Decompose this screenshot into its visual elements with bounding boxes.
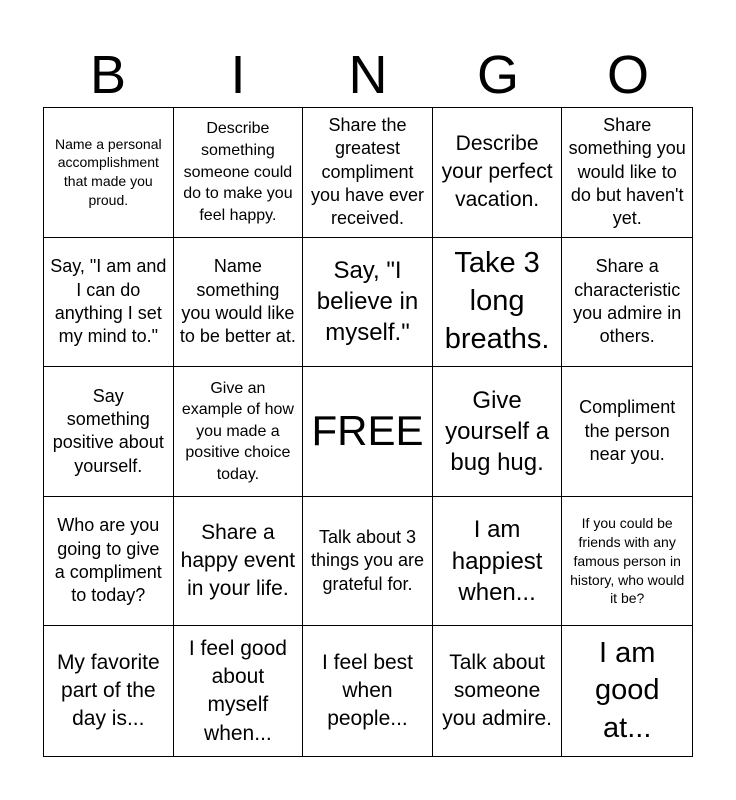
header-letter-g: G bbox=[476, 45, 519, 105]
cell-text: Describe something someone could do to make you feel happy. bbox=[183, 120, 293, 224]
bingo-header bbox=[43, 44, 693, 106]
cell-text: Share a happy event in your life. bbox=[180, 520, 296, 601]
bingo-cell-r2-c3[interactable] bbox=[303, 238, 433, 368]
cell-text: Name a personal accomplishment that made you proud. bbox=[54, 135, 162, 209]
bingo-cell-r1-c3[interactable] bbox=[303, 108, 433, 238]
header-letter-o: O bbox=[606, 45, 649, 105]
cell-text: I am good at... bbox=[594, 636, 660, 745]
cell-text: I feel best when people... bbox=[321, 650, 414, 731]
cell-text: Say, "I am and I can do anything I set my mind to." bbox=[50, 256, 167, 347]
bingo-cell-r3-c5[interactable] bbox=[562, 367, 692, 497]
bingo-cell-r5-c3[interactable] bbox=[303, 626, 433, 756]
cell-text: Say something positive about yourself. bbox=[52, 385, 164, 476]
bingo-cell-r5-c2[interactable] bbox=[174, 626, 304, 756]
cell-text: Who are you going to give a compliment to today? bbox=[54, 515, 162, 606]
cell-text: Name something you would like to be better at. bbox=[179, 256, 296, 347]
bingo-cell-r2-c5[interactable] bbox=[562, 238, 692, 368]
bingo-cell-r4-c3[interactable] bbox=[303, 497, 433, 627]
bingo-cell-r4-c2[interactable] bbox=[174, 497, 304, 627]
cell-text: Talk about 3 things you are grateful for. bbox=[310, 527, 425, 594]
bingo-cell-r1-c5[interactable] bbox=[562, 108, 692, 238]
cell-text: Say, "I believe in myself." bbox=[316, 257, 419, 347]
bingo-cell-r5-c4[interactable] bbox=[433, 626, 563, 756]
bingo-cell-r2-c1[interactable] bbox=[44, 238, 174, 368]
bingo-cell-r2-c4[interactable] bbox=[433, 238, 563, 368]
cell-text: Compliment the person near you. bbox=[579, 397, 676, 465]
bingo-cell-r2-c2[interactable] bbox=[174, 238, 304, 368]
bingo-cell-free[interactable] bbox=[303, 367, 433, 497]
cell-text: Share a characteristic you admire in others. bbox=[573, 256, 682, 347]
free-space-label: FREE bbox=[311, 407, 424, 455]
bingo-cell-r4-c4[interactable] bbox=[433, 497, 563, 627]
bingo-cell-r4-c5[interactable] bbox=[562, 497, 692, 627]
bingo-cell-r5-c1[interactable] bbox=[44, 626, 174, 756]
cell-text: I feel good about myself when... bbox=[188, 636, 287, 745]
bingo-cell-r3-c1[interactable] bbox=[44, 367, 174, 497]
cell-text: Describe your perfect vacation. bbox=[441, 131, 553, 212]
cell-text: My favorite part of the day is... bbox=[56, 650, 160, 731]
bingo-board bbox=[43, 107, 693, 757]
header-letter-b: B bbox=[89, 45, 127, 105]
bingo-cell-r3-c2[interactable] bbox=[174, 367, 304, 497]
bingo-cell-r1-c4[interactable] bbox=[433, 108, 563, 238]
cell-text: Share the greatest compliment you have ever received. bbox=[310, 114, 425, 229]
bingo-cell-r4-c1[interactable] bbox=[44, 497, 174, 627]
header-letter-n: N bbox=[348, 45, 388, 105]
bingo-cell-r1-c1[interactable] bbox=[44, 108, 174, 238]
cell-text: Give yourself a bug hug. bbox=[445, 386, 550, 477]
cell-text: Talk about someone you admire. bbox=[442, 650, 552, 731]
bingo-cell-r5-c5[interactable] bbox=[562, 626, 692, 756]
cell-text: I am happiest when... bbox=[451, 516, 543, 606]
cell-text: Take 3 long breaths. bbox=[444, 247, 550, 355]
cell-text: Give an example of how you made a positive choice today. bbox=[181, 379, 294, 483]
cell-text: Share something you would like to do but haven't yet. bbox=[568, 114, 686, 229]
bingo-cell-r1-c2[interactable] bbox=[174, 108, 304, 238]
header-letter-i: I bbox=[230, 45, 246, 105]
cell-text: If you could be friends with any famous person in history, who would it be? bbox=[570, 514, 685, 607]
bingo-cell-r3-c4[interactable] bbox=[433, 367, 563, 497]
